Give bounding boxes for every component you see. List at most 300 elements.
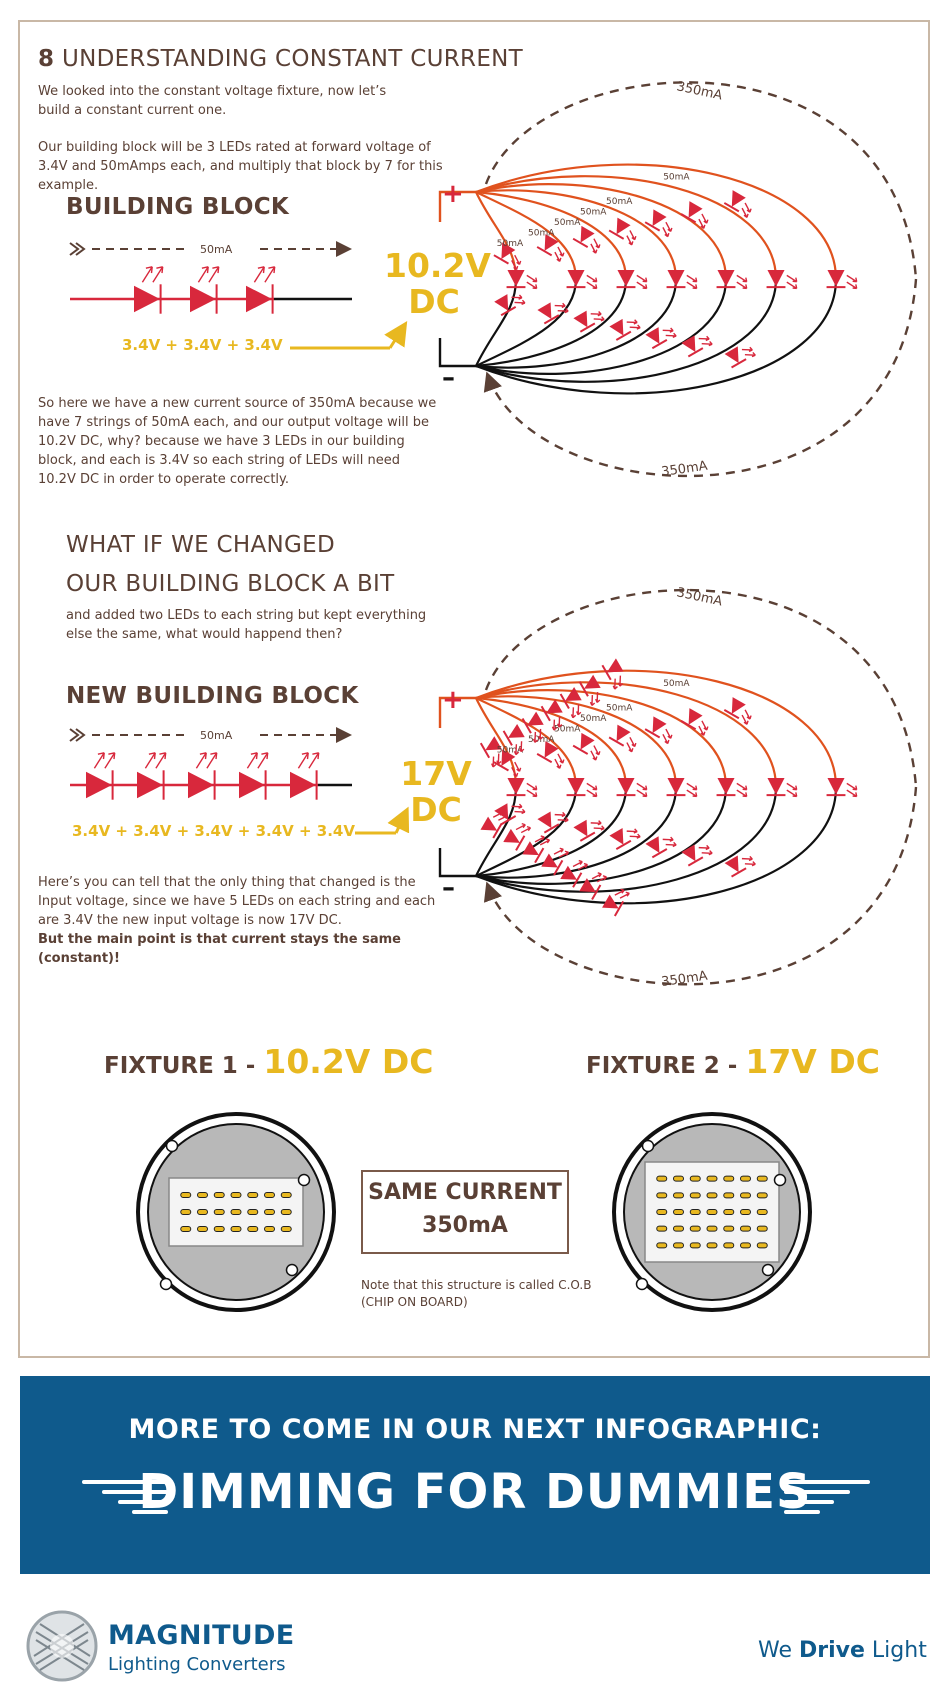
cob-led-chip	[757, 1193, 767, 1198]
mounting-hole	[763, 1265, 774, 1276]
voltage-arrow	[396, 812, 406, 833]
emission-arrow	[156, 753, 166, 768]
emission-arrow	[309, 753, 319, 768]
emission-arrow	[591, 309, 601, 318]
led-symbol	[494, 289, 525, 317]
cob-led-chip	[707, 1176, 717, 1181]
cob-led-chip	[741, 1243, 751, 1248]
block1-explanation: So here we have a new current source of 350mA because we have 7 strings of 50mA each, and our output voltage will be 10.2V DC, why? because we have 3 LEDs in our building block, and each is 3.4V so each string of LEDs will need 10.2V DC in order to operate correctly.	[38, 396, 437, 487]
fixture-2-cob	[614, 1114, 810, 1310]
block1-equation: 3.4V + 3.4V + 3.4V	[122, 336, 283, 354]
emission-arrow	[745, 350, 755, 359]
led-bar	[616, 841, 631, 849]
led-symbol	[522, 832, 550, 863]
led-triangle	[717, 270, 734, 287]
led-triangle	[507, 778, 524, 795]
led-symbol	[246, 267, 275, 314]
emission-arrow	[666, 840, 676, 849]
new-building-block-title: NEW BUILDING BLOCK	[66, 683, 359, 709]
emission-arrow	[637, 282, 647, 288]
led-triangle	[503, 829, 523, 850]
led-bar	[494, 762, 509, 770]
cob-led-chip	[707, 1243, 717, 1248]
led-bar	[573, 239, 588, 247]
cob-led-chip	[690, 1243, 700, 1248]
led-emission-arrows	[637, 275, 647, 288]
minus-sign: –	[442, 363, 455, 393]
led-triangle	[86, 772, 112, 799]
next-infographic-banner	[20, 1376, 930, 1574]
led-emission-arrows	[699, 334, 712, 348]
speed-lines-left-icon	[80, 1476, 170, 1520]
cob-note: Note that this structure is called C.O.B (CHIP ON BOARD)	[361, 1278, 592, 1309]
emission-arrow	[663, 326, 673, 335]
brand-subtitle: Lighting Converters	[108, 1654, 286, 1675]
emission-arrow	[527, 790, 537, 796]
led-emission-arrows	[587, 275, 597, 288]
led-symbol	[617, 270, 647, 288]
string-current-label: 50mA	[606, 703, 633, 714]
plus-sign: +	[442, 179, 464, 209]
mounting-hole	[287, 1265, 298, 1276]
cob-led-chip	[231, 1193, 241, 1198]
led-symbol	[717, 778, 747, 796]
total-current-bottom: 350mA	[660, 968, 709, 990]
led-emission-arrows	[699, 843, 712, 857]
total-current-top: 350mA	[675, 79, 724, 104]
cob-led-chip	[657, 1193, 667, 1198]
emission-arrow	[515, 807, 525, 816]
cob-led-chip	[657, 1226, 667, 1231]
chevron-icon	[70, 729, 84, 741]
block2-emphasis: But the main point is that current stays the same (constant)!	[38, 932, 402, 966]
question-text: and added two LEDs to each string but kept everything else the same, what would happend then?	[66, 608, 427, 642]
cob-led-chip	[674, 1193, 684, 1198]
same-current-value: 350mA	[422, 1213, 508, 1238]
cob-led-chip	[741, 1193, 751, 1198]
block2-voltage-value: 17V	[400, 754, 472, 793]
led-triangle	[617, 270, 634, 287]
led-emission-arrows	[787, 783, 797, 796]
led-triangle	[541, 853, 561, 874]
led-emission-arrows	[587, 783, 597, 796]
led-symbol	[134, 267, 163, 314]
emission-arrow	[737, 790, 747, 796]
emission-arrow	[663, 835, 673, 844]
section-number: 8	[38, 46, 55, 72]
led-triangle	[725, 697, 746, 717]
led-emission-arrows	[637, 783, 647, 796]
led-emission-arrows	[847, 275, 857, 288]
emission-arrow	[627, 827, 637, 836]
total-current-top: 350mA	[675, 585, 724, 610]
block1-voltage-value: 10.2V	[384, 246, 491, 285]
emission-arrow	[105, 753, 115, 768]
emission-arrow	[847, 282, 857, 288]
led-symbol	[609, 724, 640, 752]
led-triangle	[646, 716, 667, 736]
led-triangle	[682, 708, 703, 728]
emission-arrow	[247, 753, 257, 768]
emission-arrow	[527, 275, 537, 281]
tagline-we: We	[758, 1638, 792, 1663]
emission-arrow	[142, 267, 152, 282]
string-wire-negative	[476, 787, 776, 892]
emission-arrow	[591, 818, 601, 827]
led-triangle	[646, 209, 667, 229]
block2-explanation: Here’s you can tell that the only thing that changed is the Input voltage, since we have 5 LEDs on each string and each are 3.4V the new input voltage is now 17V DC.	[38, 875, 436, 928]
led-symbol	[645, 716, 676, 744]
led-emission-arrows	[742, 345, 755, 359]
string-current-label: 50mA	[554, 724, 581, 735]
led-symbol	[767, 270, 797, 288]
emission-arrow	[94, 753, 104, 768]
emission-arrow	[702, 339, 712, 348]
emission-arrow	[637, 275, 647, 281]
led-bar	[573, 746, 588, 754]
led-symbol	[724, 697, 755, 725]
led-symbol	[537, 806, 568, 834]
cob-led-chip	[231, 1227, 241, 1232]
string-wire-positive	[476, 696, 676, 787]
block-current-label: 50mA	[200, 729, 233, 742]
led-bar	[732, 868, 747, 876]
cob-led-chip	[724, 1243, 734, 1248]
total-current-bottom: 350mA	[660, 458, 709, 480]
cob-led-chip	[707, 1210, 717, 1215]
led-emission-arrows	[660, 222, 673, 236]
led-symbol	[717, 270, 747, 288]
led-symbol	[494, 798, 525, 826]
led-symbol	[827, 778, 857, 796]
led-symbol	[573, 305, 604, 333]
emission-arrow	[298, 753, 308, 768]
led-bar	[580, 682, 588, 697]
fixture-1-cob	[138, 1114, 334, 1310]
led-symbol	[290, 753, 319, 800]
led-emission-arrows	[552, 754, 565, 768]
cob-led-chip	[757, 1210, 767, 1215]
led-emission-arrows	[663, 326, 676, 340]
cob-led-chip	[281, 1210, 291, 1215]
led-triangle	[480, 817, 500, 838]
cob-led-chip	[707, 1193, 717, 1198]
cob-led-chip	[231, 1210, 241, 1215]
led-triangle	[290, 772, 316, 799]
cob-led-chip	[214, 1210, 224, 1215]
intro-text-2: Our building block will be 3 LEDs rated at forward voltage of 3.4V and 50mAmps each, and multiply that block by 7 for this example.	[38, 140, 443, 193]
string-current-label: 50mA	[663, 679, 690, 690]
led-emission-arrows	[627, 318, 640, 332]
emission-arrow	[737, 282, 747, 288]
led-triangle	[667, 778, 684, 795]
emission-arrow	[699, 843, 709, 852]
circuit-2-diagram	[440, 585, 916, 990]
string-current-label: 50mA	[580, 207, 607, 218]
cob-led-chip	[657, 1243, 667, 1248]
mounting-hole	[299, 1175, 310, 1186]
emission-arrow	[588, 695, 597, 705]
led-emission-arrows	[591, 818, 604, 832]
led-emission-arrows	[591, 309, 604, 323]
led-emission-arrows	[739, 710, 752, 724]
cob-led-chip	[657, 1210, 667, 1215]
intro-text-1: We looked into the constant voltage fixture, now let’s build a constant current one.	[38, 84, 387, 118]
led-symbol	[188, 753, 217, 800]
block1-voltage-unit: DC	[408, 282, 460, 321]
led-symbol	[537, 297, 568, 325]
led-triangle	[246, 286, 272, 313]
cob-led-chip	[248, 1210, 258, 1215]
emission-arrow	[254, 267, 264, 282]
led-emission-arrows	[145, 753, 165, 768]
led-bar	[504, 731, 512, 746]
led-emission-arrows	[247, 753, 267, 768]
cob-led-chip	[198, 1210, 208, 1215]
cob-led-chip	[265, 1193, 275, 1198]
string-current-label: 50mA	[580, 714, 607, 725]
emission-arrow	[687, 282, 697, 288]
led-emission-arrows	[196, 753, 216, 768]
string-wire-negative	[476, 279, 676, 368]
emission-arrow	[666, 331, 676, 340]
led-emission-arrows	[687, 783, 697, 796]
voltage-arrow	[390, 326, 404, 348]
led-symbol	[609, 217, 640, 245]
emission-arrow	[687, 275, 697, 281]
cob-led-chip	[757, 1176, 767, 1181]
emission-arrow	[630, 832, 640, 841]
led-emission-arrows	[588, 746, 601, 760]
led-symbol	[567, 778, 597, 796]
led-symbol	[645, 209, 676, 237]
negative-lead	[440, 848, 476, 876]
led-triangle	[610, 218, 631, 238]
speed-lines-right-icon	[782, 1476, 872, 1520]
led-emission-arrows	[787, 275, 797, 288]
string-current-label: 50mA	[554, 218, 581, 229]
emission-arrow	[787, 282, 797, 288]
cob-led-chip	[674, 1210, 684, 1215]
building-block-1-diagram	[70, 243, 404, 348]
led-triangle	[190, 286, 216, 313]
led-symbol	[137, 753, 166, 800]
led-symbol	[507, 270, 537, 288]
led-emission-arrows	[94, 753, 114, 768]
cob-led-chip	[265, 1210, 275, 1215]
cob-led-chip	[757, 1226, 767, 1231]
emission-arrow	[594, 824, 604, 833]
cob-led-chip	[248, 1193, 258, 1198]
emission-arrow	[699, 334, 709, 343]
outer-current-arrow-top	[486, 82, 916, 279]
cob-led-chip	[724, 1210, 734, 1215]
question-line-2: OUR BUILDING BLOCK A BIT	[66, 571, 395, 597]
mounting-hole	[167, 1141, 178, 1152]
led-emission-arrows	[298, 753, 318, 768]
cob-led-chip	[214, 1193, 224, 1198]
led-symbol	[190, 267, 219, 314]
string-current-label: 50mA	[496, 745, 524, 756]
question-line-1: WHAT IF WE CHANGED	[66, 532, 336, 558]
outer-current-arrow-top	[486, 590, 916, 787]
cob-led-chip	[674, 1226, 684, 1231]
emission-arrow	[847, 790, 857, 796]
led-triangle	[617, 778, 634, 795]
led-triangle	[574, 733, 595, 753]
led-symbol	[667, 778, 697, 796]
emission-arrow	[687, 783, 697, 789]
cob-led-chip	[690, 1176, 700, 1181]
led-emission-arrows	[592, 871, 606, 884]
emission-arrow	[207, 753, 217, 768]
led-bar	[652, 849, 667, 857]
cob-led-chip	[281, 1193, 291, 1198]
block2-voltage-unit: DC	[410, 790, 462, 829]
cob-led-chip	[657, 1176, 667, 1181]
emission-arrow	[745, 859, 755, 868]
fixture-1-voltage: 10.2V DC	[263, 1042, 434, 1081]
led-bar	[516, 836, 524, 851]
led-symbol	[86, 753, 115, 800]
cob-led-chip	[214, 1227, 224, 1232]
emission-arrow	[787, 790, 797, 796]
emission-arrow	[527, 282, 537, 288]
string-current-label: 50mA	[528, 228, 555, 239]
led-emission-arrows	[742, 854, 755, 868]
mounting-hole	[643, 1141, 654, 1152]
led-symbol	[667, 270, 697, 288]
led-emission-arrows	[552, 247, 565, 261]
cob-led-chip	[198, 1227, 208, 1232]
block-current-label: 50mA	[200, 243, 233, 256]
led-emission-arrows	[624, 737, 637, 751]
emission-arrow	[742, 854, 752, 863]
emission-arrow	[587, 790, 597, 796]
led-bar	[494, 255, 509, 263]
cob-led-chip	[198, 1193, 208, 1198]
cob-led-chip	[674, 1176, 684, 1181]
led-bar	[681, 721, 696, 729]
led-symbol	[724, 190, 755, 218]
led-symbol	[239, 753, 268, 800]
led-bar	[688, 348, 703, 356]
led-triangle	[507, 270, 524, 287]
led-bar	[616, 332, 631, 340]
led-symbol	[645, 831, 676, 859]
cob-led-chip	[281, 1227, 291, 1232]
string-wire-positive	[476, 192, 576, 279]
emission-arrow	[196, 753, 206, 768]
cob-led-chip	[690, 1210, 700, 1215]
emission-arrow	[555, 301, 565, 310]
led-symbol	[724, 341, 755, 369]
led-emission-arrows	[627, 827, 640, 841]
led-symbol	[573, 732, 604, 760]
led-emission-arrows	[142, 267, 162, 282]
led-triangle	[827, 778, 844, 795]
mounting-hole	[637, 1279, 648, 1290]
led-bar	[688, 857, 703, 865]
string-current-label: 50mA	[606, 197, 633, 208]
block2-equation: 3.4V + 3.4V + 3.4V + 3.4V + 3.4V	[72, 822, 355, 840]
led-symbol	[827, 270, 857, 288]
emission-arrow	[515, 298, 525, 307]
section-title: UNDERSTANDING CONSTANT CURRENT	[61, 46, 524, 72]
led-bar	[573, 873, 581, 888]
led-triangle	[610, 725, 631, 745]
emission-arrow	[198, 267, 208, 282]
led-triangle	[567, 778, 584, 795]
led-bar	[535, 848, 543, 863]
led-bar	[681, 214, 696, 222]
led-bar	[732, 359, 747, 367]
cob-led-chip	[690, 1226, 700, 1231]
emission-arrow	[630, 323, 640, 332]
led-triangle	[725, 190, 746, 210]
emission-arrow	[702, 848, 712, 857]
led-emission-arrows	[527, 783, 537, 796]
emission-arrow	[489, 757, 498, 767]
fixture-2-label: FIXTURE 2 -	[586, 1053, 738, 1079]
cob-led-chip	[724, 1176, 734, 1181]
plus-sign: +	[442, 685, 464, 715]
led-bar	[537, 247, 552, 255]
led-triangle	[522, 841, 542, 862]
led-emission-arrows	[254, 267, 274, 282]
circuit-1-diagram	[440, 79, 916, 480]
led-triangle	[667, 270, 684, 287]
led-triangle	[717, 778, 734, 795]
led-symbol	[573, 814, 604, 842]
string-current-label: 50mA	[528, 735, 555, 746]
led-bar	[609, 230, 624, 238]
emission-arrow	[587, 275, 597, 281]
led-emission-arrows	[687, 275, 697, 288]
tagline	[758, 1638, 927, 1663]
emission-arrow	[153, 267, 163, 282]
string-wire-positive	[476, 192, 516, 279]
led-emission-arrows	[737, 275, 747, 288]
led-triangle	[682, 201, 703, 221]
banner-title: DIMMING FOR DUMMIES	[138, 1464, 812, 1520]
led-bar	[609, 737, 624, 745]
emission-arrow	[847, 275, 857, 281]
cob-led-chip	[690, 1193, 700, 1198]
cob-led-chip	[265, 1227, 275, 1232]
emission-arrow	[742, 345, 752, 354]
brand-name: MAGNITUDE	[108, 1620, 295, 1651]
led-triangle	[827, 270, 844, 287]
cob-led-chip	[248, 1227, 258, 1232]
mounting-hole	[161, 1279, 172, 1290]
led-triangle	[767, 270, 784, 287]
string-wire-negative	[476, 787, 676, 878]
emission-arrow	[569, 707, 578, 717]
building-block-2-diagram	[70, 729, 406, 833]
string-current-label: 50mA	[663, 172, 690, 183]
cob-led-chip	[757, 1243, 767, 1248]
led-emission-arrows	[509, 255, 522, 269]
magnitude-logo-icon	[26, 1610, 98, 1682]
emission-arrow	[258, 753, 268, 768]
cob-led-chip	[724, 1193, 734, 1198]
led-symbol	[567, 270, 597, 288]
emission-arrow	[594, 315, 604, 324]
cob-led-chip	[707, 1226, 717, 1231]
led-emission-arrows	[624, 230, 637, 244]
led-bar	[537, 754, 552, 762]
